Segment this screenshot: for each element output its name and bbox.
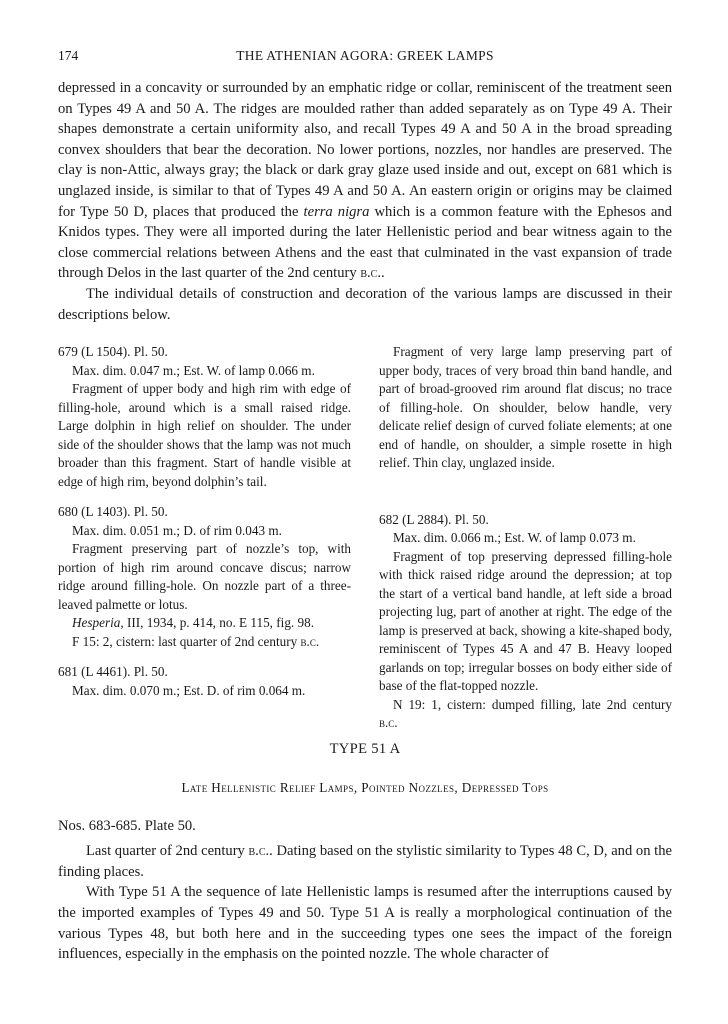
left-column [58,343,351,700]
running-title: THE ATHENIAN AGORA: GREEK LAMPS [236,48,494,63]
intro-paragraph-1: depressed in a concavity or surrounded by an emphatic ridge or collar, reminiscent of the treatment seen on Types 49 A and 50 A. The ridges are moulded rather than added separately as on Type 49 A. Their shapes demonstrate a certain uniformity also, and recall Types 49 A and 50 A in the broad spreading convex shoulders that bear the decoration. No lower portions, nozzles, nor handles are preserved. The clay is non-Attic, always gray; the black or dark gray glaze used inside and out, except on 681 which is unglazed inside, is similar to that of Types 49 A and 50 A. An eastern origin or origins may be claimed for Type 50 D, places that produced the terra nigra which is a common feature with the Ephesos and Knidos types. They were all imported during the later Hellenistic period and bear witness again to the close commercial relations between Athens and the east that culminated in the vast expansion of trade through Delos in the last quarter of the 2nd century b.c.. [58,80,672,282]
entry-680-heading: 680 (L 1403). Pl. 50. [58,504,168,520]
section-paragraph-1 [58,841,672,882]
page-number: 174 [58,48,79,63]
context-text: F 15: 2, cistern: last quarter of 2nd century [72,633,301,649]
entry-680-description: Fragment preserving part of nozzle’s top, with portion of high rim around concave discus; narrow ridge around filling-hole. On nozzle part of a three-leaved palmette or lotus. [58,541,351,612]
section-numbers: Nos. 683-685. Plate 50. [58,818,196,835]
page-header [58,48,672,68]
section-subtitle: Late Hellenistic Relief Lamps, Pointed Nozzles, Depressed Tops [181,780,549,796]
intro-era: b.c. [360,265,381,282]
entry-682-description: Fragment of top preserving depressed filling-hole with thick raised ridge around the depression; at top the start of a vertical band handle, at left side a broad projecting lug, part of another at right. The edge of the lamp is preserved at back, showing a kite-shaped body, reminiscent of Types 45 A and 47 B. Heavy looped garlands on top; irregular bosses on body either side of base of the flat-topped nozzle. [379,548,672,694]
intro-emphasis: terra nigra [303,203,370,220]
context-era: b.c. [300,633,320,649]
entry-681-dimensions: Max. dim. 0.070 m.; Est. D. of rim 0.064 m. [72,682,306,698]
entry-680-dimensions: Max. dim. 0.051 m.; D. of rim 0.043 m. [72,522,282,538]
intro-paragraph-2: The individual details of construction and decoration of the various lamps are discussed in their descriptions below. [58,285,672,323]
entry-682-context [379,696,672,733]
entry-680-context [58,633,351,652]
reference-journal: Hesperia [72,615,121,631]
intro-text-b: which is a common feature with the Ephesos and Knidos types. They were all imported during the later Hellenistic period and bear witness again to the close commercial relations between Athens and the east that culminated in the vast expansion of trade through Delos in the last quarter of the 2nd century [58,203,672,282]
page [58,48,672,965]
dating-text: Last quarter of 2nd century [86,843,249,860]
entry-679-heading: 679 (L 1504). Pl. 50. [58,344,168,360]
context-era: b.c. [379,715,398,731]
reference-details: , III, 1934, p. 414, no. E 115, fig. 98. [120,615,314,631]
entry-681-heading: 681 (L 4461). Pl. 50. [58,664,168,680]
entry-681-description: Fragment of very large lamp preserving part of upper body, traces of very broad thin band handle, and part of broad-grooved rim around flat discus; no trace of filling-hole. On shoulder, below handle, very delicate relief design of curved foliate elements; at one end of handle, on shoulder, a simple rosette in high relief. Thin clay, unglazed inside. [379,344,672,471]
intro-section [58,78,672,325]
dating-era: b.c. [248,843,270,860]
right-column [379,343,672,733]
section-title: TYPE 51 A [329,741,401,758]
entry-682-dimensions: Max. dim. 0.066 m.; Est. W. of lamp 0.073 m. [393,530,636,546]
dating-text-rest: . Dating based on the stylistic similarity to Types 48 C, D, and on the finding places. [58,843,672,880]
entry-679-description: Fragment of upper body and high rim with edge of filling-hole, around which is a small raised ridge. Large dolphin in high relief on shoulder. The under side of the shoulder shows that the lamp was not much broader than this fragment. Start of handle visible at edge of high rim, beyond dolphin’s tail. [58,381,351,489]
section-paragraph-2: With Type 51 A the sequence of late Hellenistic lamps is resumed after the interruptions caused by the imported examples of Types 49 and 50. Type 51 A is really a morphological continuation of the various Types 48, but both here and in the succeeding types one sees the impact of the foreign influences, especially in the emphasis on the pointed nozzle. The whole character of [58,884,672,963]
context-text: N 19: 1, cistern: dumped filling, late 2nd century [393,696,672,712]
type-section [58,741,672,965]
entry-680-reference [58,614,351,633]
intro-text-a: depressed in a concavity or surrounded by an emphatic ridge or collar, reminiscent of the treatment seen on Types 49 A and 50 A. The ridges are moulded rather than added separately as on Type 49 A. Their shapes demonstrate a certain uniformity also, and recall Types 49 A and 50 A in the broad spreading convex shoulders that bear the decoration. No lower portions, nozzles, nor handles are preserved. The clay is non-Attic, always gray; the black or dark gray glaze used inside and out, except on 681 which is unglazed inside, is similar to that of Types 49 A and 50 A. An eastern origin or origins may be claimed for Type 50 D, places that produced the [58,80,672,220]
entry-682-heading: 682 (L 2884). Pl. 50. [379,511,489,527]
section-body [58,841,672,965]
catalogue-columns [58,343,672,741]
entry-679-dimensions: Max. dim. 0.047 m.; Est. W. of lamp 0.066 m. [72,362,315,378]
